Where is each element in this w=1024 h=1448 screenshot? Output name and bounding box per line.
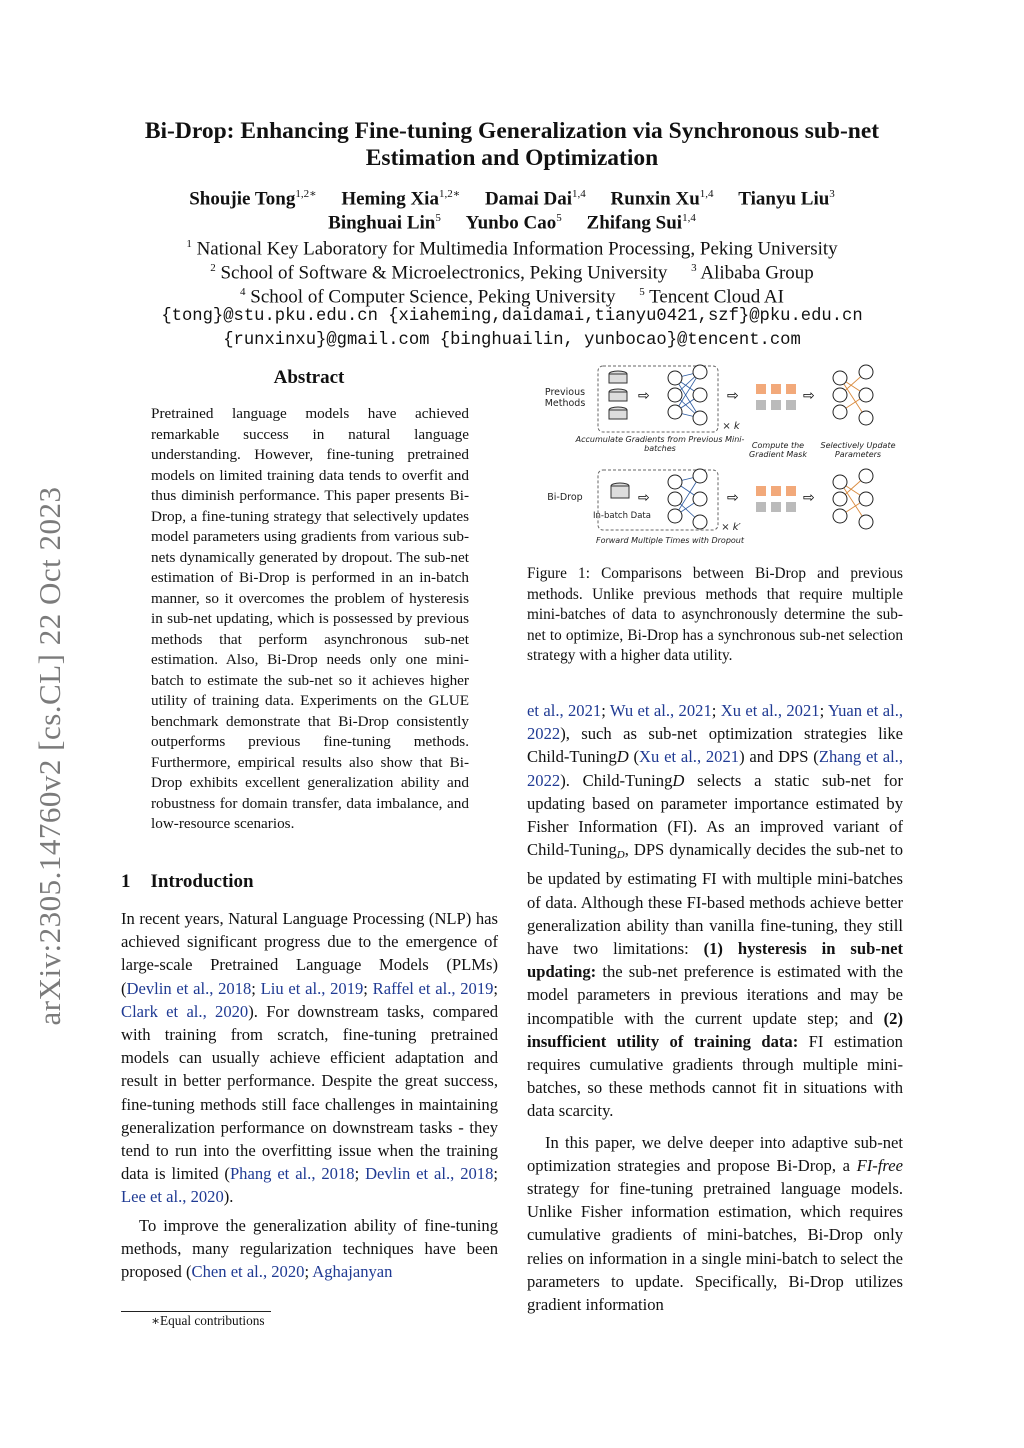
figure-label-accumulate: Accumulate Gradients from Previous Mini-batches	[575, 435, 745, 453]
citation-link[interactable]: Devlin et al., 2018	[126, 978, 252, 998]
citation-link[interactable]: Lee et al., 2020	[121, 1187, 224, 1207]
footnote: ∗Equal contributions	[151, 1313, 265, 1328]
figure-label-compute-mask: Compute the Gradient Mask	[749, 441, 807, 459]
footnote-rule	[121, 1311, 271, 1312]
citation-link[interactable]: Phang et al., 2018	[229, 1164, 355, 1184]
section-heading-introduction: 1 Introduction	[121, 871, 254, 892]
title-line-1: Bi-Drop: Enhancing Fine-tuning Generalization via Synchronous sub-net	[144, 118, 880, 144]
right-paragraph-1: et al., 2021; Wu et al., 2021; Xu et al., 2021; Yuan et al., 2022), such as sub-net optimization strategies like Child-TuningD (Xu et al., 2021) and DPS (Zhang et al., 2022). Child-TuningD selects a static sub-net for updating based on parameter importance estimated by Fisher Information (FI). As an improved variant of Child-TuningD, DPS dynamically decides the sub-net to be updated by estimating FI with multiple mini-batches of data. Although these FI-based methods achieve better generalization ability than vanilla fine-tuning, they still have two limitations: (1) hysteresis in sub-net updating: the sub-net preference is estimated with the model parameters in previous iterations and may be incompatible with the current update step; and (2) insufficient utility of training data: FI estimation requires cumulative gradients through multiple mini-batches, so these methods cannot fit in situations with data scarcity.	[527, 701, 904, 1121]
citation-link[interactable]: Xu et al., 2021	[720, 701, 820, 720]
citation-link[interactable]: Zhang et al., 2022	[527, 747, 903, 790]
figure-caption: Figure 1: Comparisons between Bi-Drop and previous methods. Unlike previous methods that require multiple mini-batches of data to asynchronously determine the sub-net to optimize, Bi-Drop has a synchronous sub-net selection strategy with a higher data utility.	[527, 565, 903, 664]
database-icon	[609, 371, 627, 419]
citation-link[interactable]: Xu et al., 2021	[639, 747, 740, 767]
intro-paragraph-1: In recent years, Natural Language Processing (NLP) has achieved significant progress due to the emergence of large-scale Pretrained Language Models (PLMs) (Devlin et al., 2018; Liu et al., 2019; Raffel et al., 2019; Clark et al., 2020). For downstream tasks, compared with training from scratch, fine-tuning pretrained models can usually achieve efficient adaptation and result in better performance. Despite the great success, fine-tuning methods still face challenges in maintaining generalization performance on downstream tasks - they tend to run into the overfitting issue when the training data is limited (Phang et al., 2018; Devlin et al., 2018; Lee et al., 2020).	[121, 909, 499, 1207]
author: Damai Dai$^{1,4}$	[484, 188, 586, 210]
author: Shoujie Tong$^{1,2∗}$	[189, 188, 317, 210]
figure-label-previous-methods: Previous Methods	[544, 387, 586, 409]
figure-label-forward: Forward Multiple Times with Dropout	[595, 536, 745, 545]
affiliation-line-1: $^1$ National Key Laboratory for Multimedia Information Processing, Peking University	[186, 238, 838, 260]
email-line-2: {runxinxu}@gmail.com {binghuailin, yunbocao}@tencent.com	[223, 331, 801, 350]
arrow-icon: ⇨	[803, 388, 815, 404]
author-row-2	[0, 207, 1024, 234]
citation-link[interactable]: et al., 2021	[527, 701, 602, 720]
gradient-mask-icon	[756, 486, 796, 512]
citation-link[interactable]: Devlin et al., 2018	[365, 1164, 494, 1184]
affiliation-line-3: $^4$ School of Computer Science, Peking University $^5$ Tencent Cloud AI	[240, 286, 784, 308]
citation-link[interactable]: Yuan et al., 2022	[527, 701, 904, 744]
gradient-mask-icon	[756, 384, 796, 410]
paper-title	[0, 118, 1024, 172]
figure-label-in-batch: In-batch Data	[593, 511, 651, 521]
citation-link[interactable]: Raffel et al., 2019	[372, 978, 494, 998]
arrow-icon: ⇨	[638, 490, 650, 506]
abstract-heading: Abstract	[273, 367, 345, 388]
abstract-text: Pretrained language models have achieved remarkable success in natural language understanding. However, fine-tuning pretrained models on limited training data tends to overfit and thus diminish performance. This paper presents Bi-Drop, a fine-tuning strategy that selectively updates model parameters using gradients from various sub-nets dynamically generated by dropout. The sub-net estimation of Bi-Drop is performed in an in-batch manner, so it overcomes the problem of hysteresis in sub-net updating, which is possessed by previous methods that perform asynchronous sub-net estimation. Also, Bi-Drop needs only one mini-batch to estimate the sub-net so it achieves higher utility of training data. Experiments on the GLUE benchmark demonstrate that Bi-Drop consistently outperforms previous fine-tuning methods. Furthermore, empirical results also show that Bi-Drop exhibits excellent generalization ability and robustness for domain transfer, data imbalance, and low-resource scenarios.	[151, 405, 469, 832]
author: Binghuai Lin$^5$	[328, 212, 441, 234]
figure-label-k-prime: × k′	[721, 522, 741, 533]
author: Yunbo Cao$^5$	[465, 212, 562, 234]
intro-column	[121, 907, 498, 1283]
arrow-icon: ⇨	[727, 388, 739, 404]
figure-label-k: × k	[722, 421, 740, 432]
database-icon	[611, 483, 629, 498]
email-line-1: {tong}@stu.pku.edu.cn {xiaheming,daidamai,tianyu0421,szf}@pku.edu.cn	[161, 307, 863, 326]
citation-link[interactable]: Liu et al., 2019	[260, 978, 364, 998]
arxiv-identifier: arXiv:2305.14760v2 [cs.CL] 22 Oct 2023	[32, 486, 67, 1026]
arrow-icon: ⇨	[803, 490, 815, 506]
author: Heming Xia$^{1,2∗}$	[341, 188, 461, 210]
right-paragraph-2: In this paper, we delve deeper into adaptive sub-net optimization strategies and propose Bi-Drop, a FI-free strategy for fine-tuning pretrained language models. Unlike Fisher information estimation, which requires cumulative gradients of mini-batches, Bi-Drop only relies on information in a single mini-batch to select the parameters to update. Specifically, Bi-Drop utilizes gradient information	[527, 1132, 903, 1315]
author: Runxin Xu$^{1,4}$	[610, 188, 714, 210]
figure-1	[540, 362, 910, 552]
citation-link[interactable]: Chen et al., 2020	[191, 1262, 305, 1282]
arrow-icon: ⇨	[727, 490, 739, 506]
citation-link[interactable]: Aghajanyan	[312, 1262, 393, 1282]
right-column	[527, 699, 903, 1316]
figure-label-selectively-update: Selectively Update Parameters	[820, 441, 896, 459]
author: Zhifang Sui$^{1,4}$	[586, 212, 696, 234]
arrow-icon: ⇨	[638, 388, 650, 404]
title-line-2: Estimation and Optimization	[365, 145, 659, 171]
citation-link[interactable]: Wu et al., 2021	[609, 701, 712, 720]
affiliation-line-2: $^2$ School of Software & Microelectronics, Peking University $^3$ Alibaba Group	[210, 262, 814, 284]
citation-link[interactable]: Clark et al., 2020	[121, 1001, 249, 1021]
author: Tianyu Liu$^3$	[738, 188, 835, 210]
figure-label-bi-drop: Bi-Drop	[547, 492, 583, 503]
intro-paragraph-2: To improve the generalization ability of fine-tuning methods, many regularization techniques have been proposed (Chen et al., 2020; Aghajanyan	[121, 1215, 498, 1282]
